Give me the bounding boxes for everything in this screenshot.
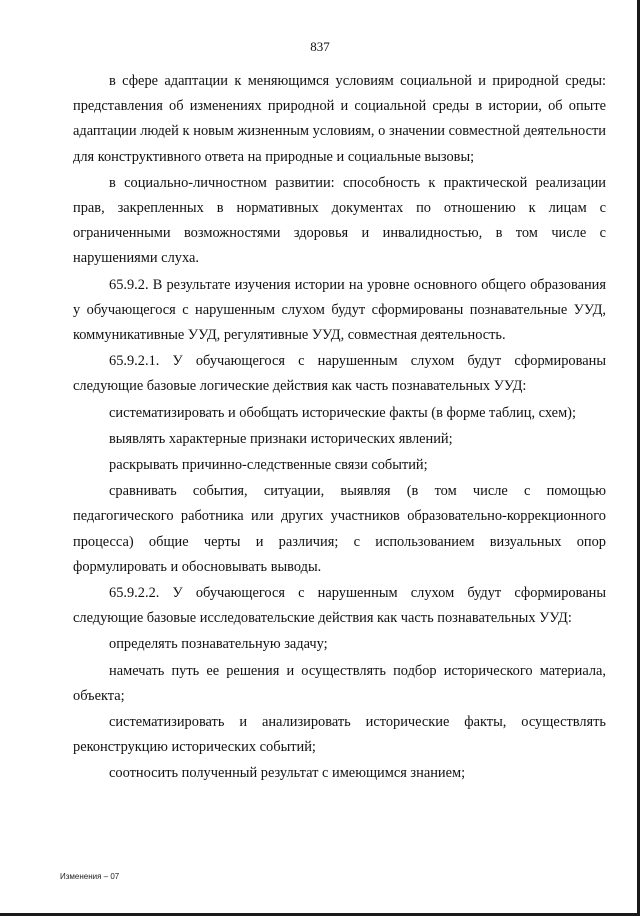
- list-item-compare-result: соотносить полученный результат с имеющимся знанием;: [109, 765, 466, 782]
- list-item-define-task: определять познавательную задачу;: [109, 636, 328, 653]
- document-body: [73, 69, 606, 787]
- paragraph-section-65-9-2-1: 65.9.2.1. У обучающегося с нарушенным слухом будут сформированы следующие базовые логические действия как часть познавательных УУД:: [73, 353, 606, 395]
- footer-changes-note: Изменения – 07: [60, 872, 120, 881]
- paragraph-section-65-9-2-2: 65.9.2.2. У обучающегося с нарушенным слухом будут сформированы следующие базовые исследовательские действия как часть познавательных УУД:: [73, 585, 606, 627]
- paragraph-social-personal: в социально-личностном развитии: способность к практической реализации прав, закрепленных в нормативных документах по отношению к лицам с ограниченными возможностями здоровья и инвалидностью, в том числе с нарушениями слуха.: [73, 174, 606, 267]
- list-item-plan-solution: намечать путь ее решения и осуществлять подбор исторического материала, объекта;: [73, 662, 606, 704]
- list-item-analyze-facts: систематизировать и анализировать исторические факты, осуществлять реконструкцию исторических событий;: [73, 714, 606, 756]
- list-item-causal-links: раскрывать причинно-следственные связи событий;: [109, 457, 428, 474]
- list-item-identify-features: выявлять характерные признаки исторических явлений;: [109, 430, 453, 447]
- paragraph-adaptation: в сфере адаптации к меняющимся условиям социальной и природной среды: представления об изменениях природной и социальной среды в истории, об опыте адаптации людей к новым жизненным условиям, о значении совместной деятельности для конструктивного ответа на природные и социальные вызовы;: [73, 73, 606, 165]
- page-number: 837: [310, 39, 330, 54]
- list-item-systematize: систематизировать и обобщать исторические факты (в форме таблиц, схем);: [109, 404, 576, 421]
- paragraph-section-65-9-2: 65.9.2. В результате изучения истории на уровне основного общего образования у обучающегося с нарушенным слухом будут сформированы познавательные УУД, коммуникативные УУД, регулятивные УУД, совместная деятельность.: [73, 276, 606, 344]
- list-item-compare-events: сравнивать события, ситуации, выявляя (в том числе с помощью педагогического работника или других участников образовательно-коррекционного процесса) общие черты и различия; с использованием визуальных опор формулировать и обосновывать выводы.: [73, 483, 606, 575]
